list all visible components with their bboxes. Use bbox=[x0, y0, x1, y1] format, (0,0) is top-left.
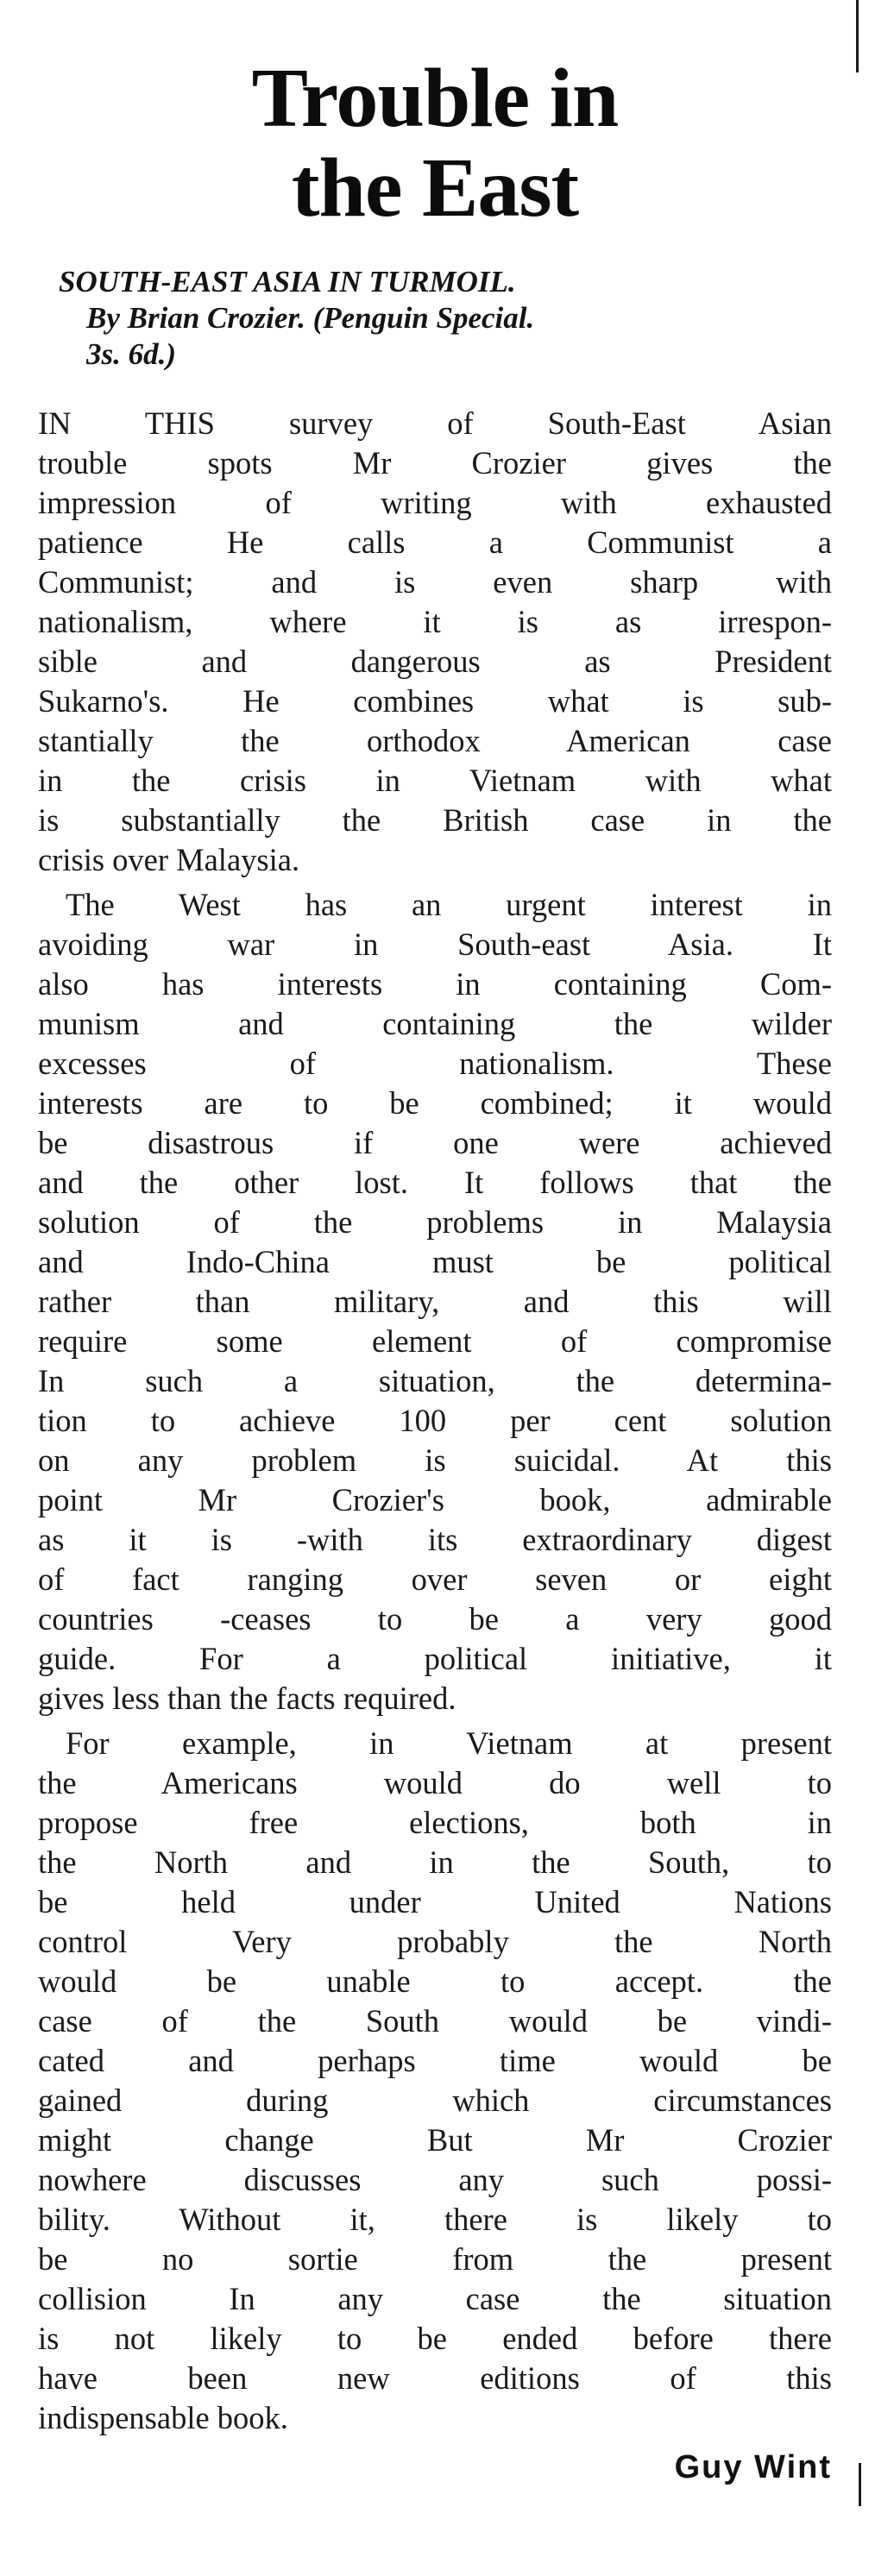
text-line: and the other lost. It follows that the bbox=[38, 1165, 832, 1200]
text-line: Sukarno's. He combines what is sub- bbox=[38, 683, 832, 719]
article-body bbox=[38, 404, 832, 2438]
text-line: stantially the orthodox American case bbox=[38, 723, 832, 758]
text-line: crisis over Malaysia. bbox=[38, 842, 300, 877]
text-line: munism and containing the wilder bbox=[38, 1006, 832, 1041]
text-line: gained during which circumstances bbox=[38, 2083, 832, 2118]
text-line: be no sortie from the present bbox=[38, 2241, 832, 2277]
text-line: is substantially the British case in the bbox=[38, 802, 832, 838]
text-line: The West has an urgent interest in bbox=[66, 887, 832, 922]
text-line: For example, in Vietnam at present bbox=[66, 1725, 832, 1761]
byline: Guy Wint bbox=[674, 2449, 832, 2485]
paragraph bbox=[38, 404, 832, 880]
text-line: in the crisis in Vietnam with what bbox=[38, 763, 832, 798]
text-line: control Very probably the North bbox=[38, 1924, 832, 1959]
text-line: require some element of compromise bbox=[38, 1323, 832, 1359]
text-line: be disastrous if one were achieved bbox=[38, 1125, 832, 1160]
headline-line-2: the East bbox=[291, 141, 579, 235]
text-line: collision In any case the situation bbox=[38, 2281, 832, 2316]
text-line: as it is -with its extraordinary digest bbox=[38, 1522, 832, 1557]
text-line: interests are to be combined; it would bbox=[38, 1085, 832, 1121]
text-line: solution of the problems in Malaysia bbox=[38, 1204, 832, 1240]
text-line: point Mr Crozier's book, admirable bbox=[38, 1482, 832, 1517]
column-rule-top bbox=[856, 0, 859, 72]
text-line: trouble spots Mr Crozier gives the bbox=[38, 445, 832, 481]
text-line: bility. Without it, there is likely to bbox=[38, 2202, 832, 2237]
text-line: nowhere discusses any such possi- bbox=[38, 2162, 832, 2197]
text-line: countries -ceases to be a very good bbox=[38, 1601, 832, 1637]
text-line: In such a situation, the determina- bbox=[38, 1363, 832, 1398]
book-details-line-1: By Brian Crozier. (Penguin Special. bbox=[86, 301, 535, 335]
text-line: impression of writing with exhausted bbox=[38, 485, 832, 520]
headline-line-1: Trouble in bbox=[251, 52, 619, 145]
text-line: case of the South would be vindi- bbox=[38, 2003, 832, 2039]
book-details-line-2: 3s. 6d.) bbox=[86, 337, 177, 371]
text-line: gives less than the facts required. bbox=[38, 1681, 456, 1716]
text-line: of fact ranging over seven or eight bbox=[38, 1561, 832, 1597]
column-rule-bottom bbox=[859, 2463, 861, 2506]
book-details bbox=[38, 264, 832, 373]
text-line: cated and perhaps time would be bbox=[38, 2043, 832, 2078]
text-line: the North and in the South, to bbox=[38, 1844, 832, 1880]
text-line: also has interests in containing Com- bbox=[38, 966, 832, 1002]
paragraph bbox=[38, 885, 832, 1718]
text-line: have been new editions of this bbox=[38, 2360, 832, 2396]
headline bbox=[38, 53, 832, 233]
text-line: on any problem is suicidal. At this bbox=[38, 1442, 832, 1478]
text-line: would be unable to accept. the bbox=[38, 1963, 832, 1999]
text-line: rather than military, and this will bbox=[38, 1284, 832, 1319]
paragraph bbox=[38, 1724, 832, 2438]
text-line: avoiding war in South-east Asia. It bbox=[38, 927, 832, 962]
book-title: SOUTH-EAST ASIA IN TURMOIL. bbox=[59, 265, 516, 298]
article bbox=[38, 53, 832, 2443]
text-line: Communist; and is even sharp with bbox=[38, 564, 832, 600]
text-line: indispensable book. bbox=[38, 2400, 288, 2435]
text-line: tion to achieve 100 per cent solution bbox=[38, 1403, 832, 1438]
text-line: nationalism, where it is as irrespon- bbox=[38, 604, 832, 639]
text-line: guide. For a political initiative, it bbox=[38, 1641, 832, 1676]
text-line: is not likely to be ended before there bbox=[38, 2321, 832, 2356]
text-line: excesses of nationalism. These bbox=[38, 1046, 832, 1081]
text-line: and Indo-China must be political bbox=[38, 1244, 832, 1279]
text-line: IN THIS survey of South-East Asian bbox=[38, 405, 832, 441]
text-line: the Americans would do well to bbox=[38, 1765, 832, 1800]
text-line: be held under United Nations bbox=[38, 1884, 832, 1919]
text-line: patience He calls a Communist a bbox=[38, 525, 832, 560]
text-line: might change But Mr Crozier bbox=[38, 2122, 832, 2158]
text-line: sible and dangerous as President bbox=[38, 644, 832, 679]
text-line: propose free elections, both in bbox=[38, 1805, 832, 1840]
